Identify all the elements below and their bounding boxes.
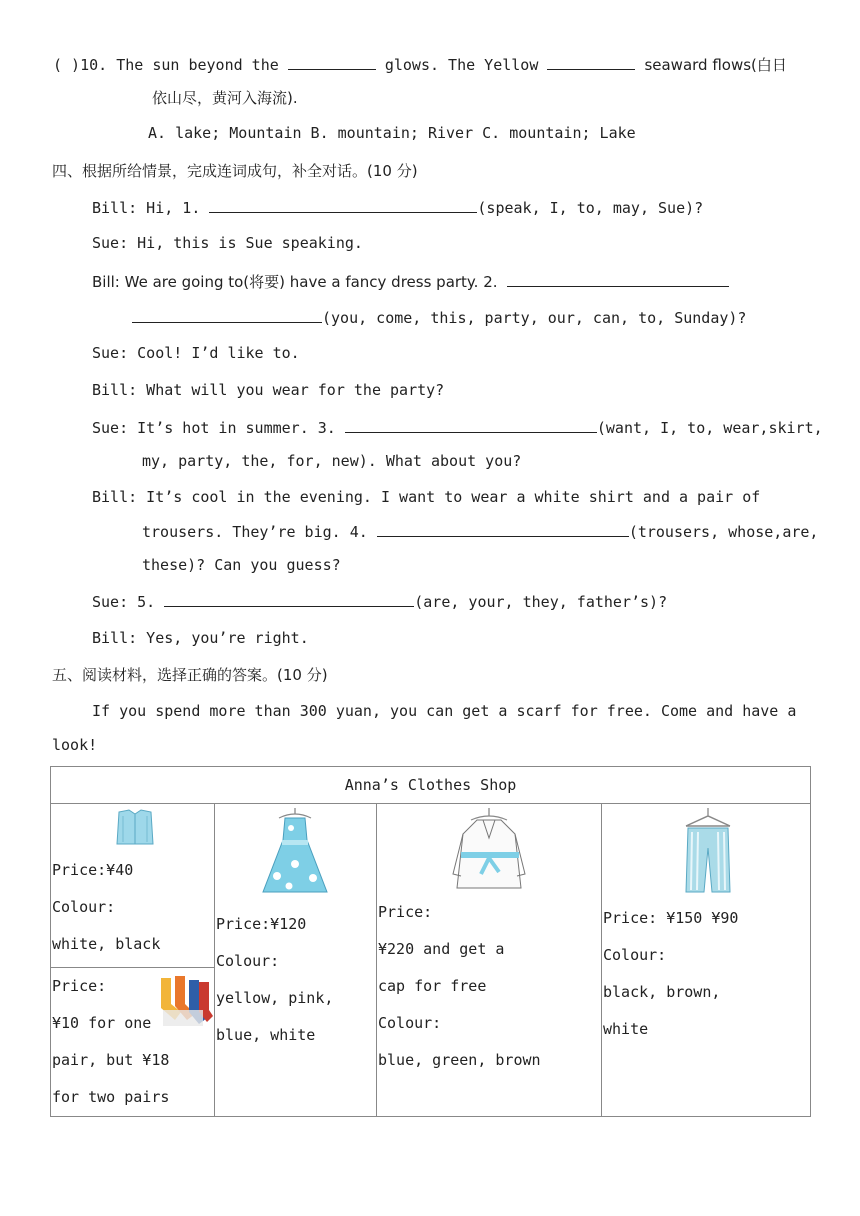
shirt-colour-label: Colour:	[52, 898, 116, 916]
coat-offer: cap for free	[378, 977, 487, 995]
dress-icon	[215, 804, 375, 904]
reading-intro-cont: look!	[52, 736, 98, 754]
shirt-icon	[51, 804, 213, 854]
coat-cell	[377, 804, 602, 1117]
dress-colour-label: Colour:	[216, 952, 280, 970]
trousers-cell	[602, 804, 811, 1117]
dialog-line: Bill: We are going to(将要) have a fancy dress party. 2.	[92, 271, 729, 292]
answer-blank-5[interactable]	[164, 592, 414, 607]
dialog-line: these)? Can you guess?	[142, 556, 341, 574]
dialog-line: Bill: What will you wear for the party?	[92, 381, 445, 399]
socks-icon	[155, 970, 215, 1030]
answer-blank-2b[interactable]	[132, 308, 322, 323]
q10-options: A. lake; Mountain B. mountain; River C. mountain; Lake	[148, 124, 636, 142]
dialog-line: Bill: It’s cool in the evening. I want to wear a white shirt and a pair of	[92, 488, 761, 506]
coat-colour-label: Colour:	[378, 1014, 442, 1032]
dialog-line: my, party, the, for, new). What about you?	[142, 452, 522, 470]
answer-blank[interactable]	[288, 55, 376, 70]
socks-price-two-cont: for two pairs	[52, 1088, 170, 1106]
socks-price-one: ¥10 for one	[52, 1014, 152, 1032]
section4-heading: 四、根据所给情景，完成连词成句，补全对话。(10 分)	[52, 162, 418, 180]
shirt-price: Price:¥40	[52, 861, 134, 879]
coat-colours: blue, green, brown	[378, 1051, 541, 1069]
answer-blank-1[interactable]	[209, 198, 477, 213]
dress-colours-2: blue, white	[216, 1026, 316, 1044]
dress-colours-1: yellow, pink,	[216, 989, 334, 1007]
shop-title: Anna’s Clothes Shop	[51, 767, 811, 804]
socks-cell	[51, 968, 215, 1117]
answer-blank-3[interactable]	[345, 418, 597, 433]
trousers-colours-1: black, brown,	[603, 983, 721, 1001]
answer-blank-4[interactable]	[377, 522, 629, 537]
dialog-line: Sue: Hi, this is Sue speaking.	[92, 234, 363, 252]
dialog-line: (you, come, this, party, our, can, to, Sunday)?	[132, 308, 746, 327]
answer-paren: ( )10.	[53, 56, 108, 74]
coat-price-label: Price:	[378, 903, 433, 921]
dialog-line: Sue: 5. (are, your, they, father’s)?	[92, 593, 668, 611]
clothes-shop-table	[50, 766, 811, 1117]
shirt-cell	[51, 804, 215, 968]
dress-price: Price:¥120	[216, 915, 307, 933]
socks-price-label: Price:	[52, 977, 107, 995]
coat-price: ¥220 and get a	[378, 940, 505, 958]
dialog-line: trousers. They’re big. 4. (trousers, whose,are,	[142, 523, 819, 541]
answer-blank-2[interactable]	[507, 272, 729, 287]
dialog-line: Sue: It’s hot in summer. 3. (want, I, to, wear,skirt,	[92, 419, 823, 437]
shirt-colours: white, black	[52, 935, 161, 953]
dialog-line: Sue: Cool! I’d like to.	[92, 344, 300, 362]
reading-intro: If you spend more than 300 yuan, you can get a scarf for free. Come and have a	[92, 702, 797, 720]
dialog-line: Bill: Hi, 1. (speak, I, to, may, Sue)?	[92, 199, 704, 217]
dress-cell	[215, 804, 377, 1117]
answer-blank[interactable]	[547, 55, 635, 70]
trousers-price: Price: ¥150 ¥90	[603, 909, 739, 927]
dialog-line: Bill: Yes, you’re right.	[92, 629, 309, 647]
trousers-colours-2: white	[603, 1020, 649, 1038]
socks-price-two: pair, but ¥18	[52, 1051, 170, 1069]
trousers-colour-label: Colour:	[603, 946, 667, 964]
section5-heading: 五、阅读材料，选择正确的答案。(10 分)	[52, 666, 328, 684]
trousers-icon	[602, 804, 809, 900]
q10-line1: ( )10. The sun beyond the glows. The Yellow seaward flows(白日	[53, 56, 787, 74]
coat-icon	[377, 804, 600, 900]
q10-line2: 依山尽，黄河入海流).	[152, 89, 298, 107]
